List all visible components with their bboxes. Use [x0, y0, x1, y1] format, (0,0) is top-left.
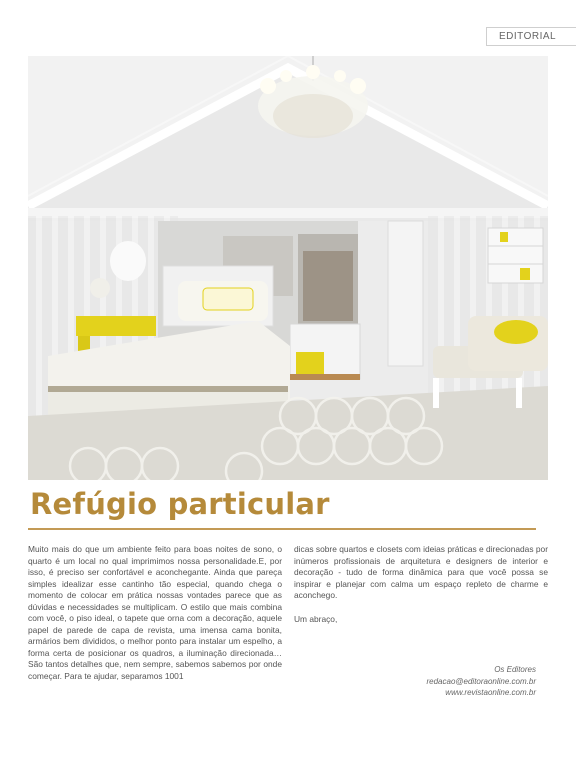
article-greeting: Um abraço, [294, 613, 338, 624]
article-left-column [28, 544, 282, 683]
signature-email[interactable]: redacao@editoraonline.com.br [426, 676, 536, 686]
editor-signature [426, 664, 536, 699]
article-paragraph-1: Muito mais do que um ambiente feito para boas noites de sono, o quarto é um local no qual imprimimos nossa personalidade.E, por isso, é preciso ser confortável e aconchegante. Ainda que pareça simples idealizar esse cantinho tão especial, quando chega o momento de colocar em prática nossas vontades parece que as dúvidas e necessidades se multiplicam. O estilo que mais combina com você, o piso ideal, o tapete que orna com a decoração, aquele papel de parede de capa de revista, uma imensa cama bonita, armários bem divididos, o melhor ponto para instalar um espelho, a forma certa de posicionar os quadros, a iluminação direcionada… São tantos detalhes que, nem sempre, sabemos sabemos por onde começar. Para te ajudar, separamos 1001 [28, 544, 282, 682]
article-paragraph-2: dicas sobre quartos e closets com ideias práticas e direcionadas por inúmeros profissionais de arquitetura e designers de interior e decoração - tudo de forma dinâmica para que você possa se inspirar e planejar com calma um espaço repleto de charme e aconchego. [294, 544, 548, 601]
article-right-column [294, 544, 548, 625]
bedroom-photo [28, 56, 548, 480]
signature-name: Os Editores [494, 665, 536, 674]
section-tag: EDITORIAL [486, 27, 576, 46]
title-underline [28, 528, 536, 530]
signature-website[interactable]: www.revistaonline.com.br [445, 688, 536, 697]
article-title: Refúgio particular [30, 487, 330, 521]
